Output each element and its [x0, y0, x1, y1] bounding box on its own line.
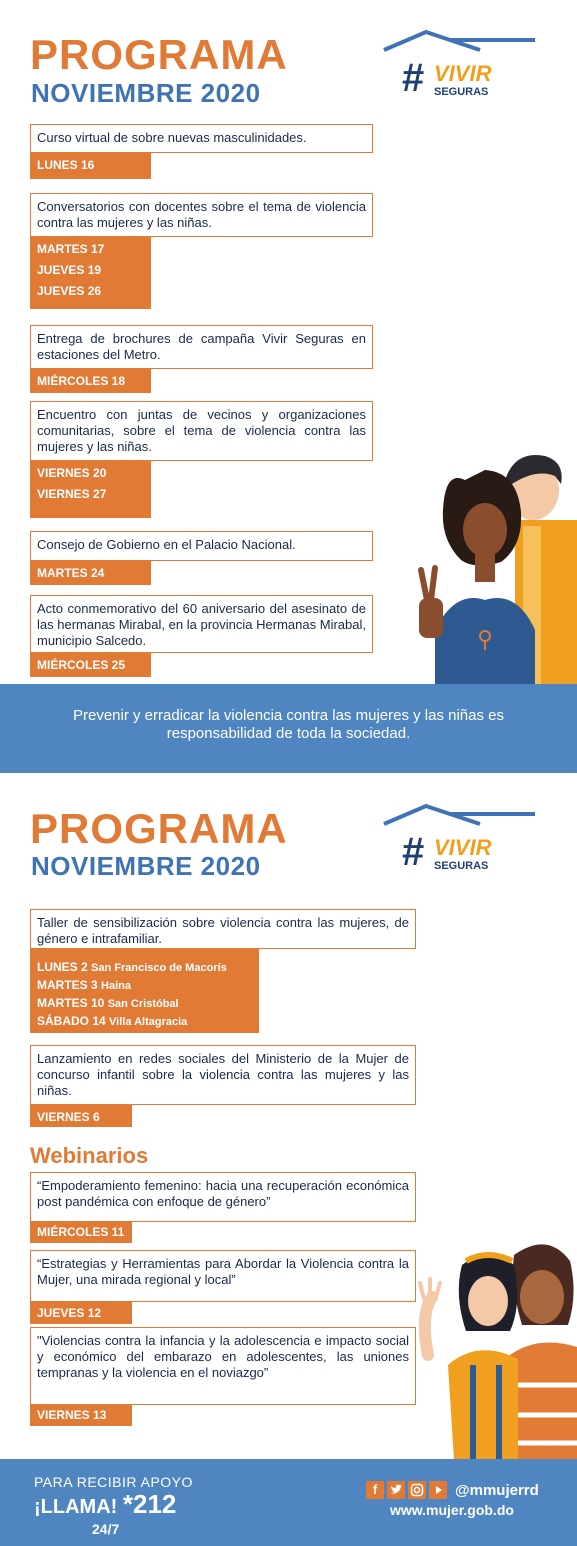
- phone-number[interactable]: *212: [122, 1489, 177, 1519]
- webinar-date: JUEVES 12: [37, 1306, 102, 1320]
- date-box: [30, 949, 259, 1033]
- event-box: [30, 909, 416, 949]
- support-text: PARA RECIBIR APOYO: [34, 1474, 193, 1490]
- youtube-icon[interactable]: [429, 1481, 447, 1499]
- event-date: VIERNES 6: [37, 1110, 100, 1124]
- event-date: JUEVES 19: [37, 263, 102, 277]
- page1-subtitle: NOVIEMBRE 2020: [31, 78, 261, 108]
- vivir-seguras-logo: [380, 802, 540, 882]
- webinar-box: [30, 1172, 416, 1222]
- event-text: Consejo de Gobierno en el Palacio Nacional.: [37, 537, 296, 552]
- event-text: Taller de sensibilización sobre violencia contra las mujeres, de género e intrafamiliar.: [37, 915, 409, 946]
- date-box: [30, 1222, 132, 1243]
- event-box: [30, 325, 373, 369]
- logo-vivir: VIVIR: [434, 61, 492, 86]
- page2-title: PROGRAMA: [30, 805, 288, 852]
- event-date: MARTES 24: [37, 566, 105, 580]
- event-date: JUEVES 26: [37, 284, 102, 298]
- event-box: [30, 531, 373, 561]
- banner-text: Prevenir y erradicar la violencia contra las mujeres y las niñas es responsabilidad de toda la sociedad.: [72, 707, 504, 742]
- event-date: MIÉRCOLES 25: [37, 658, 126, 672]
- webinar-date: VIERNES 13: [37, 1408, 107, 1422]
- logo-vivir: VIVIR: [434, 835, 492, 860]
- event-date: MIÉRCOLES 18: [37, 374, 126, 388]
- webinars-heading: Webinarios: [30, 1143, 149, 1168]
- date-box: [30, 369, 151, 393]
- event-text: Lanzamiento en redes sociales del Ministerio de la Mujer de concurso infantil sobre la violencia contra las mujeres y las niñas.: [37, 1051, 409, 1098]
- date-place: San Cristóbal: [107, 998, 179, 1010]
- women-man-illustration: [405, 450, 577, 684]
- date-box: [30, 461, 151, 518]
- page2-subtitle: NOVIEMBRE 2020: [31, 851, 261, 881]
- date-box: [30, 1105, 132, 1127]
- webinar-box: [30, 1327, 416, 1405]
- event-date: [37, 995, 252, 1013]
- page1-title: PROGRAMA: [30, 31, 288, 78]
- date-place: Villa Altagracia: [109, 1016, 188, 1028]
- date-day: LUNES 2: [37, 960, 88, 974]
- logo-seguras: SEGURAS: [434, 860, 489, 872]
- date-place: San Francisco de Macorís: [91, 962, 227, 974]
- date-box: [30, 653, 151, 677]
- webinar-text: "Violencias contra la infancia y la adolescencia e impacto social y económico del embarazo en adolescentes, las uniones tempranas y la violencia en el noviazgo”: [37, 1333, 409, 1380]
- event-date: [37, 959, 252, 977]
- call-text: [34, 1489, 176, 1520]
- event-text: Entrega de brochures de campaña Vivir Seguras en estaciones del Metro.: [37, 331, 366, 362]
- webinar-date: MIÉRCOLES 11: [37, 1225, 125, 1239]
- event-date: LUNES 16: [37, 158, 95, 172]
- hash-symbol: #: [402, 56, 425, 100]
- webinar-text: “Estrategias y Herramientas para Abordar la Violencia contra la Mujer, una mirada regional y local”: [37, 1256, 409, 1287]
- twitter-icon[interactable]: [387, 1481, 405, 1499]
- event-text: Encuentro con juntas de vecinos y organizaciones comunitarias, sobre el tema de violencia contra las mujeres y las niñas.: [37, 407, 366, 454]
- vivir-seguras-logo: [380, 28, 540, 108]
- date-box: [30, 153, 151, 179]
- date-box: [30, 561, 151, 585]
- webinar-text: “Empoderamiento femenino: hacia una recuperación económica post pandémica con enfoque de género”: [37, 1178, 409, 1209]
- social-icons: [366, 1481, 447, 1499]
- event-text: Curso virtual de sobre nuevas masculinidades.: [37, 130, 307, 145]
- webinar-box: [30, 1250, 416, 1302]
- event-date: VIERNES 20: [37, 466, 107, 480]
- message-banner: [0, 684, 577, 773]
- two-girls-illustration: [418, 1235, 577, 1460]
- instagram-icon[interactable]: [408, 1481, 426, 1499]
- event-box: [30, 1045, 416, 1105]
- event-box: [30, 595, 373, 653]
- footer-band: [0, 1459, 577, 1546]
- event-date: MARTES 17: [37, 242, 105, 256]
- social-handle[interactable]: @mmujerrd: [455, 1482, 539, 1499]
- website-link[interactable]: www.mujer.gob.do: [390, 1502, 514, 1518]
- call-label: ¡LLAMA!: [34, 1496, 118, 1518]
- date-place: Haina: [101, 980, 131, 992]
- event-box: [30, 124, 373, 153]
- event-text: Conversatorios con docentes sobre el tema de violencia contra las mujeres y las niñas.: [37, 199, 366, 230]
- date-day: MARTES 10: [37, 996, 105, 1010]
- hours-text: 24/7: [92, 1521, 120, 1537]
- event-date: [37, 977, 252, 995]
- date-day: SÁBADO 14: [37, 1014, 106, 1028]
- date-box: [30, 1302, 132, 1324]
- hash-symbol: #: [402, 830, 425, 874]
- event-box: [30, 193, 373, 237]
- logo-seguras: SEGURAS: [434, 86, 489, 98]
- event-text: Acto conmemorativo del 60 aniversario del asesinato de las hermanas Mirabal, en la provincia Hermanas Mirabal, municipio Salcedo.: [37, 601, 366, 648]
- facebook-icon[interactable]: f: [366, 1481, 384, 1499]
- date-box: [30, 1405, 132, 1426]
- date-day: MARTES 3: [37, 978, 98, 992]
- event-box: [30, 401, 373, 461]
- event-date: VIERNES 27: [37, 487, 107, 501]
- event-date: [37, 1013, 252, 1031]
- date-box: [30, 237, 151, 309]
